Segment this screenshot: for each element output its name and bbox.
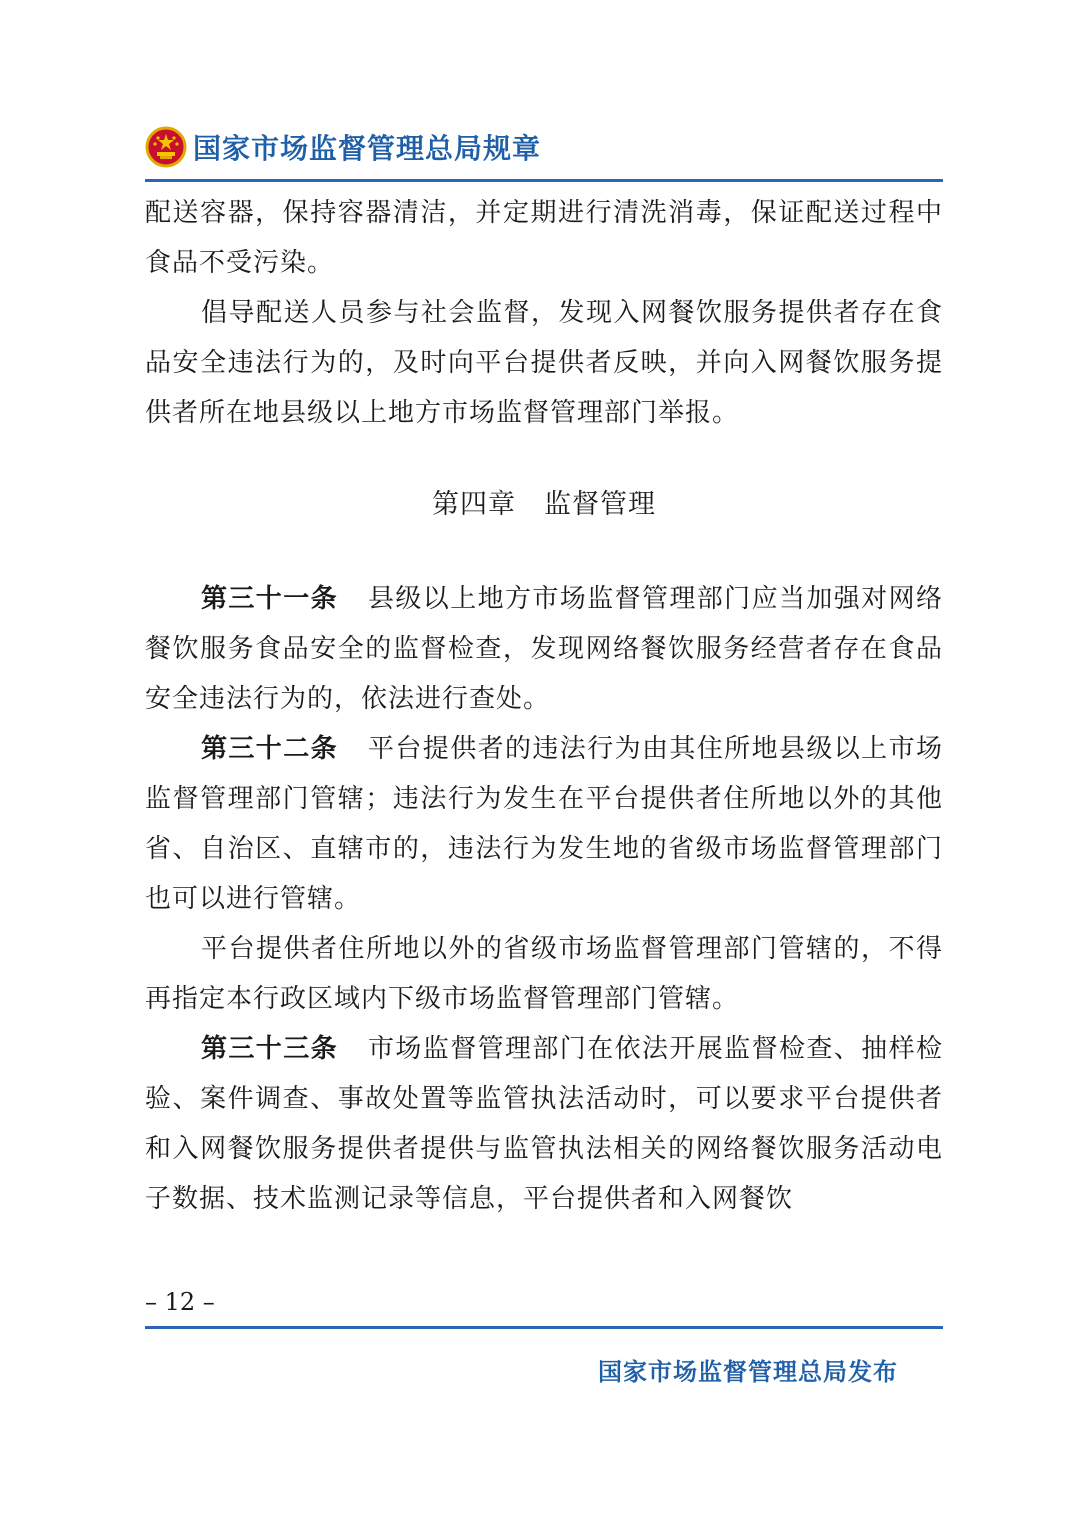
chapter-number: 第四章	[432, 489, 516, 520]
article-label: 第三十三条	[201, 1034, 338, 1064]
page-number: – 12 –	[145, 1288, 215, 1316]
article-33	[145, 1024, 943, 1224]
article-32	[145, 724, 943, 924]
header-divider	[145, 179, 943, 182]
article-text: 平台提供者的违法行为由其住所地县级以上市场监督管理部门管辖；违法行为发生在平台提供者住所地以外的其他省、自治区、直辖市的，违法行为发生地的省级市场监督管理部门也可以进行管辖。	[145, 734, 943, 914]
paragraph: 倡导配送人员参与社会监督，发现入网餐饮服务提供者存在食品安全违法行为的，及时向平台提供者反映，并向入网餐饮服务提供者所在地县级以上地方市场监督管理部门举报。	[145, 298, 943, 428]
chapter-heading	[145, 480, 943, 530]
chapter-title: 监督管理	[544, 489, 656, 520]
article-31	[145, 574, 943, 724]
page-header	[145, 118, 943, 176]
document-body	[145, 188, 943, 1224]
article-label: 第三十二条	[201, 734, 338, 764]
paragraph-continued: 配送容器，保持容器清洁，并定期进行清洗消毒，保证配送过程中食品不受污染。	[145, 198, 943, 278]
article-text: 县级以上地方市场监督管理部门应当加强对网络餐饮服务食品安全的监督检查，发现网络餐饮服务经营者存在食品安全违法行为的，依法进行查处。	[145, 584, 943, 714]
paragraph: 平台提供者住所地以外的省级市场监督管理部门管辖的，不得再指定本行政区域内下级市场监督管理部门管辖。	[145, 934, 943, 1014]
article-text: 市场监督管理部门在依法开展监督检查、抽样检验、案件调查、事故处置等监管执法活动时，可以要求平台提供者和入网餐饮服务提供者提供与监管执法相关的网络餐饮服务活动电子数据、技术监测记录等信息，平台提供者和入网餐饮	[145, 1034, 943, 1214]
article-label: 第三十一条	[201, 584, 338, 614]
footer-publisher: 国家市场监督管理总局发布	[598, 1358, 898, 1386]
footer-divider	[145, 1326, 943, 1329]
national-emblem-icon	[145, 126, 187, 168]
header-title: 国家市场监督管理总局规章	[193, 132, 542, 165]
